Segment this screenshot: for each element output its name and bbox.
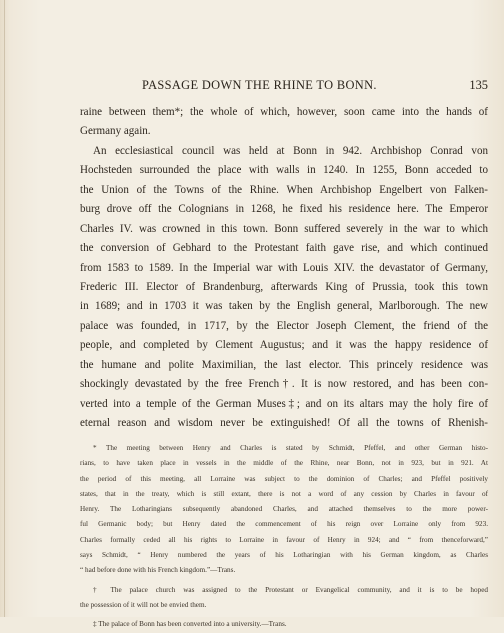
footnote-line: Henry. The Lotharingians subsequently abandoned Charles, and attached themselves to the more power- xyxy=(80,505,488,514)
body-line: the Union of the Towns of the Rhine. When Archbishop Engelbert von Falken- xyxy=(80,183,488,196)
footnote-line: states, that in the treaty, which is still extant, there is not a word of any cession by Charles in favour of xyxy=(80,489,488,498)
body-line: burg drove off the Colognians in 1268, he fixed his residence here. The Emperor xyxy=(80,203,488,216)
body-line: Frederic III. Elector of Brandenburg, afterwards King of Prussia, took this town xyxy=(80,280,488,293)
footnote-line: “ had before done with his French kingdom.”—Trans. xyxy=(80,566,236,575)
footnote-line: * The meeting between Henry and Charles is stated by Schmidt, Pfeffel, and other German histo- xyxy=(93,444,488,452)
body-line: people, and completed by Clement Augustus; and it was the happy residence of xyxy=(80,339,488,352)
body-line: from 1583 to 1589. In the Imperial war with Louis XIV. the devastator of Germany, xyxy=(80,261,488,274)
footnote-line: the possession of it will not be envied them. xyxy=(80,600,207,609)
binding-edge xyxy=(4,0,5,617)
footnote-line: rians, to have taken place in vessels in the middle of the Rhine, near Bonn, not in 923, but in 921. At xyxy=(80,459,488,468)
body-text xyxy=(80,103,488,433)
page-header xyxy=(80,78,488,94)
page-number: 135 xyxy=(469,78,488,92)
running-head: PASSAGE DOWN THE RHINE TO BONN. xyxy=(142,78,377,92)
body-line: shockingly devastated by the free French†. It is now restored, and has been con- xyxy=(80,378,488,391)
footnote-line: ‡ The palace of Bonn has been converted into a university.—Trans. xyxy=(93,620,287,629)
body-line: palace was founded, in 1717, by the Elector Joseph Clement, the friend of the xyxy=(80,319,488,332)
body-line: the humane and polite Maximilian, the last elector. This princely residence was xyxy=(80,358,488,371)
body-line: eternal reason and wisdom never be extinguished! Of all the towns of Rhenish- xyxy=(80,417,488,429)
body-line: Charles IV. was crowned in this town. Bonn suffered severely in the war to which xyxy=(80,222,488,235)
body-line: the conversion of Gebhard to the Protestant faith gave rise, and which continued xyxy=(80,242,488,255)
body-line: Hochsteden surrounded the place with walls in 1240. In 1255, Bonn acceded to xyxy=(80,164,488,177)
footnote-line: says Schmidt, “ Henry numbered the years of his Lotharingian with his German kingdom, as Charles xyxy=(80,551,488,560)
footnote-line: Charles formally ceded all his rights to Lorraine in favour of Henry in 924; and “ from thenceforward,” xyxy=(80,535,488,544)
footnotes xyxy=(80,441,488,633)
body-line: Germany again. xyxy=(80,125,151,138)
footnote-line: † The palace church was assigned to the Protestant or Evangelical community, and it is to be hoped xyxy=(93,585,488,594)
body-line: An ecclesiastical council was held at Bonn in 942. Archbishop Conrad von xyxy=(93,144,488,157)
body-line: raine between them*; the whole of which, however, soon came into the hands of xyxy=(80,106,488,118)
body-line: verted into a temple of the German Muses‡; and on its altars may the holy fire of xyxy=(80,397,488,410)
body-line: in 1689; and in 1703 it was taken by the English general, Marlborough. The new xyxy=(80,300,488,313)
footnote-line: ful Germanic body; but Henry dated the commencement of his reign over Lorraine only from 923. xyxy=(80,520,488,529)
footnote-line: the period of this meeting, all Lorraine was subject to the dominion of Charles; and Pfeffel positively xyxy=(80,474,488,483)
